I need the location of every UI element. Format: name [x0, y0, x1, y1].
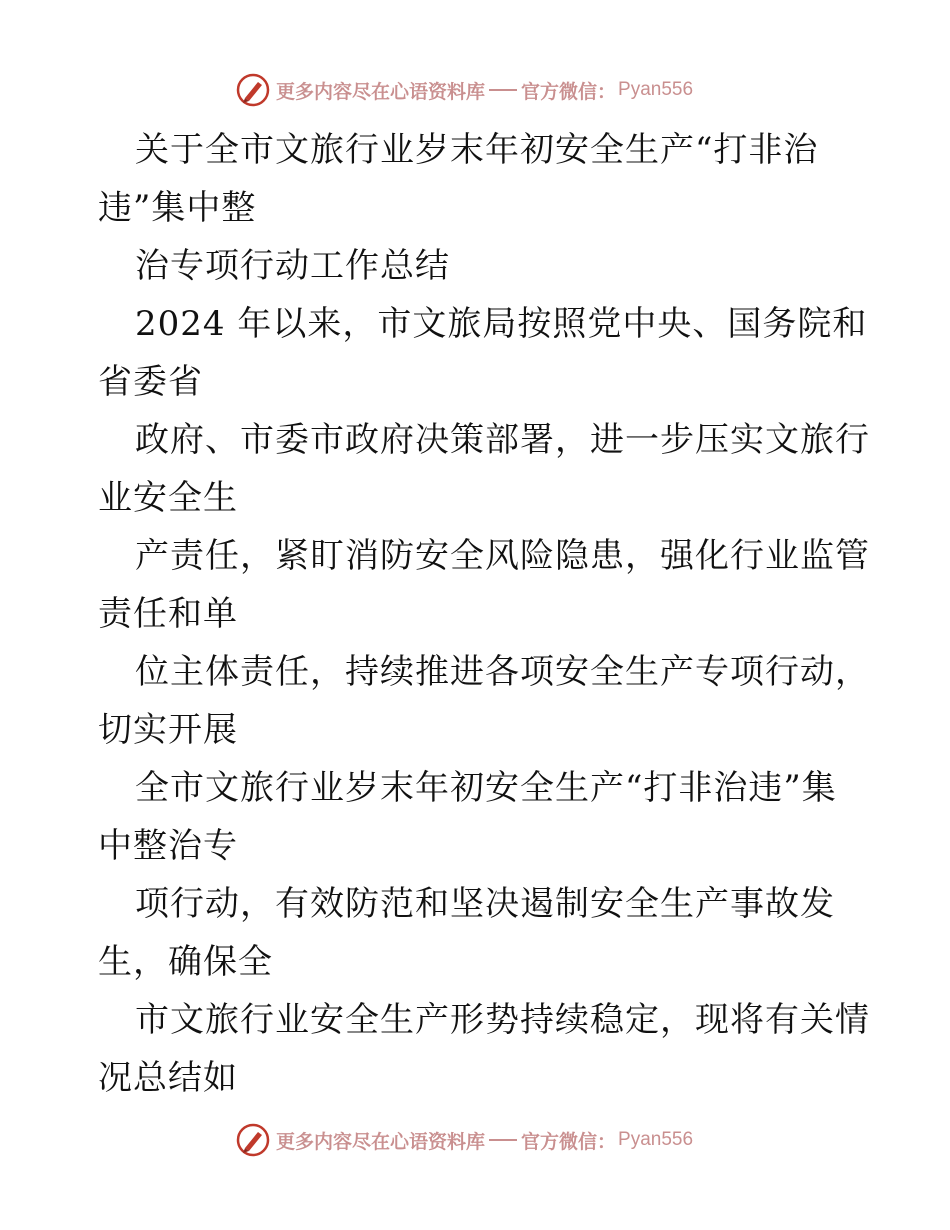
doc-line: 业安全生 — [98, 478, 238, 518]
doc-line: 关于全市文旅行业岁末年初安全生产“打非治 — [135, 130, 819, 170]
banner-wechat-label: 官方微信： — [521, 80, 617, 103]
pen-logo-icon — [236, 1123, 270, 1157]
doc-line: 全市文旅行业岁末年初安全生产“打非治违”集 — [135, 768, 837, 808]
doc-line: 市文旅行业安全生产形势持续稳定，现将有关情 — [135, 1000, 870, 1040]
banner-promo-text: 更多内容尽在心语资料库 — [276, 80, 486, 103]
document-body — [98, 121, 870, 1107]
banner-dash-separator — [489, 89, 517, 91]
banner-promo-text: 更多内容尽在心语资料库 — [276, 1130, 486, 1153]
doc-line: 省委省 — [98, 362, 203, 402]
doc-line: 产责任，紧盯消防安全风险隐患，强化行业监管 — [135, 536, 870, 576]
banner-wechat-label: 官方微信： — [521, 1130, 617, 1153]
doc-line: 责任和单 — [98, 594, 238, 634]
doc-line: 切实开展 — [98, 710, 238, 750]
doc-line: 中整治专 — [98, 826, 238, 866]
doc-line: 治专项行动工作总结 — [135, 246, 450, 286]
doc-line: 项行动，有效防范和坚决遏制安全生产事故发 — [135, 884, 835, 924]
doc-line: 政府、市委市政府决策部署，进一步压实文旅行 — [135, 420, 870, 460]
doc-line: 违”集中整 — [98, 188, 257, 228]
doc-line: 况总结如 — [98, 1058, 238, 1098]
banner-wechat-id: Pyan556 — [618, 1129, 694, 1150]
header-watermark-banner — [236, 72, 693, 108]
doc-line: 位主体责任，持续推进各项安全生产专项行动， — [135, 652, 870, 692]
banner-wechat-id: Pyan556 — [618, 79, 694, 100]
pen-logo-icon — [236, 73, 270, 107]
doc-line: 生，确保全 — [98, 942, 273, 982]
footer-watermark-banner — [236, 1122, 693, 1158]
doc-line: 2024 年以来，市文旅局按照党中央、国务院和 — [135, 304, 868, 344]
banner-dash-separator — [489, 1139, 517, 1141]
